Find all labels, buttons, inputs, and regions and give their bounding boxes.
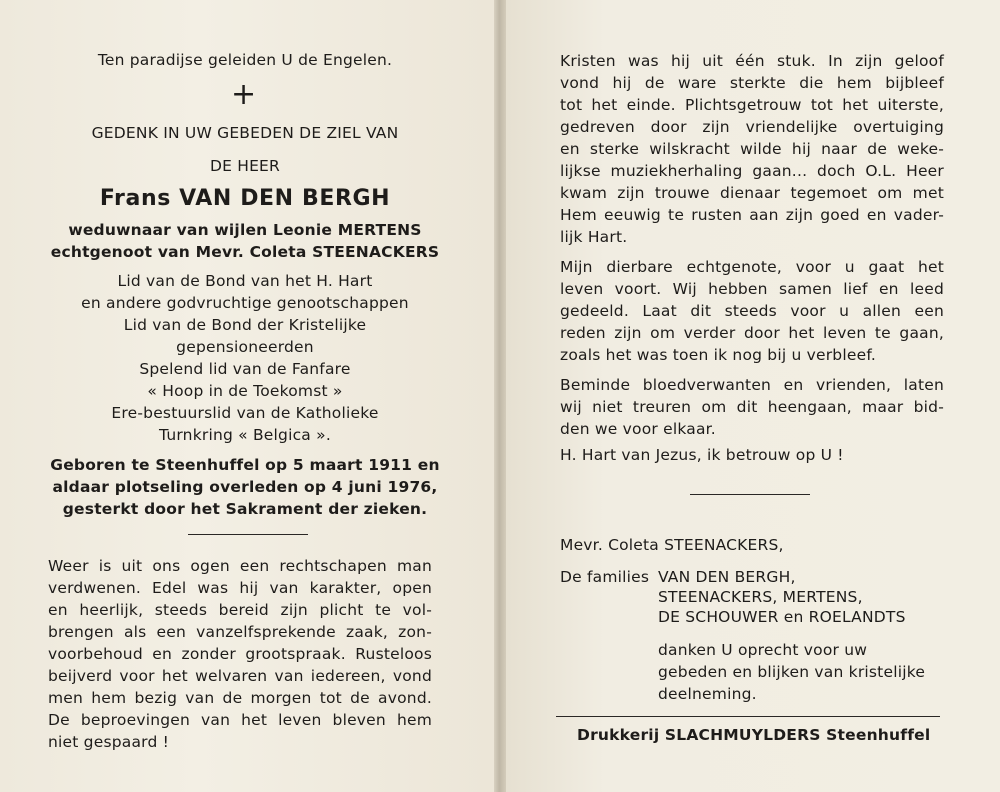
tribute-line: Hem eeuwig te rusten aan zijn goed en vader- [560,206,944,224]
birth-line: aldaar plotseling overleden op 4 juni 1976, [52,478,438,496]
section-divider [690,494,810,495]
relatives-line: den we voor elkaar. [560,420,716,438]
cross-icon: + [231,77,257,112]
thanks-line: gebeden en blijken van kristelijke [658,663,926,681]
tribute-line: vond hij de ware sterkte die hem bijbleef [560,74,944,92]
de-heer-line: DE HEER [209,157,281,175]
membership-line: Turnkring « Belgica ». [159,426,331,444]
tribute-line: en sterke wilskracht wilde hij naar de weke- [560,140,944,158]
section-divider [188,534,308,535]
eulogy-line: De beproevingen van het leven bleven hem [48,711,432,729]
printer-line: Drukkerij SLACHMUYLDERS Steenhuffel [577,726,931,744]
membership-line: Lid van de Bond der Kristelijke [123,316,367,334]
membership-line: en andere godvruchtige genootschappen [81,294,409,312]
eulogy-line: beijverd voor het welvaren van iedereen, vond [48,667,432,685]
tribute-line: kwam zijn trouwe dienaar tegemoet om met [560,184,944,202]
printer-divider [556,716,940,717]
membership-line: Ere-bestuurslid van de Katholieke [111,404,379,422]
eulogy-line: brengen als een vanzelfsprekende zaak, zon- [48,623,432,641]
farewell-line: reden zijn om verder door het leven te gaan, [560,324,944,342]
deceased-name: Frans VAN DEN BERGH [99,186,391,211]
opening-line: Ten paradijse geleiden U de Engelen. [97,51,393,69]
eulogy-line: Weer is uit ons ogen een rechtschapen man [48,557,432,575]
remember-line: GEDENK IN UW GEBEDEN DE ZIEL VAN [91,124,399,142]
family-name: VAN DEN BERGH, [658,568,796,586]
birth-line: gesterkt door het Sakrament der zieken. [62,500,428,518]
card-fold [494,0,506,792]
birth-line: Geboren te Steenhuffel op 5 maart 1911 en [50,456,440,474]
families-label: De families [560,568,650,586]
membership-line: Spelend lid van de Fanfare [139,360,351,378]
relatives-line: Beminde bloedverwanten en vrienden, laten [560,376,944,394]
tribute-line: lijkse muziekherhaling gaan... doch O.L. Heer [560,162,944,180]
membership-line: Lid van de Bond van het H. Hart [117,272,373,290]
farewell-line: leven voort. Wij hebben samen lief en leed [560,280,944,298]
membership-line: « Hoop in de Toekomst » [147,382,343,400]
widow-line: Mevr. Coleta STEENACKERS, [560,536,784,554]
thanks-line: deelneming. [658,685,757,703]
membership-line: gepensioneerden [176,338,314,356]
eulogy-line: en heerlijk, steeds bereid zijn plicht te vol- [48,601,432,619]
relatives-line: wij niet treuren om dit heengaan, maar bid- [560,398,944,416]
tribute-line: Kristen was hij uit één stuk. In zijn geloof [560,52,944,70]
farewell-line: zoals het was toen ik nog bij u verbleef. [560,346,876,364]
farewell-line: Mijn dierbare echtgenote, voor u gaat het [560,258,944,276]
tribute-line: lijk Hart. [560,228,628,246]
spouse-line: echtgenoot van Mevr. Coleta STEENACKERS [50,243,440,261]
eulogy-line: niet gespaard ! [48,733,170,751]
widower-line: weduwnaar van wijlen Leonie MERTENS [68,221,422,239]
family-name: DE SCHOUWER en ROELANDTS [658,608,906,626]
tribute-line: tot het einde. Plichtsgetrouw tot het uiterste, [560,96,944,114]
eulogy-line: men hem bezig van de morgen tot de avond. [48,689,432,707]
eulogy-line: voorbehoud en zonder grootspraak. Rusteloos [48,645,432,663]
eulogy-line: verdwenen. Edel was hij van karakter, open [48,579,432,597]
prayer-line: H. Hart van Jezus, ik betrouw op U ! [560,446,844,464]
family-name: STEENACKERS, MERTENS, [658,588,863,606]
farewell-line: gedeeld. Laat dit steeds voor u allen een [560,302,944,320]
tribute-line: gedreven door zijn vriendelijke overtuiging [560,118,944,136]
thanks-line: danken U oprecht voor uw [658,641,868,659]
